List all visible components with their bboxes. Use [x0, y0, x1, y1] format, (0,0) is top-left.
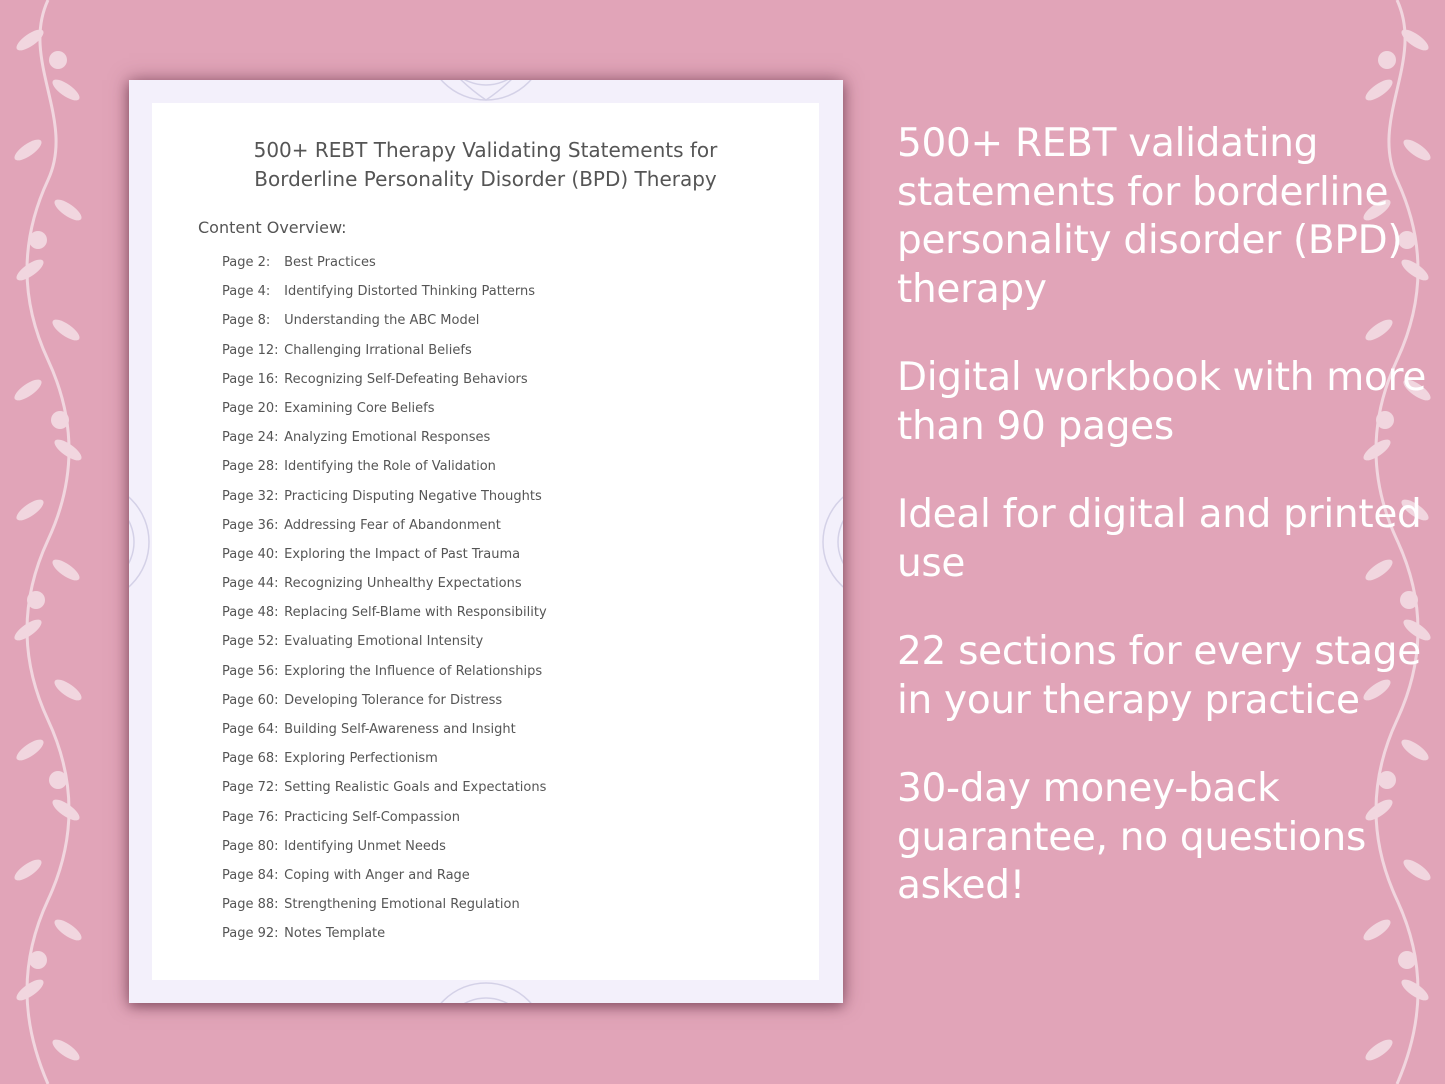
mandala-ornament-bottom — [384, 977, 589, 1003]
toc-item — [222, 401, 547, 430]
toc-item — [222, 372, 547, 401]
toc-page-number: Page 44: — [222, 576, 279, 592]
toc-item — [222, 868, 547, 897]
toc-item — [222, 839, 547, 868]
toc-section-title: Understanding the ABC Model — [284, 313, 480, 329]
toc-item — [222, 634, 547, 663]
toc-section-title: Recognizing Unhealthy Expectations — [284, 576, 522, 592]
toc-section-title: Exploring the Influence of Relationships — [284, 663, 543, 679]
toc-page-number: Page 20: — [222, 400, 279, 416]
toc-page-number: Page 24: — [222, 430, 279, 446]
toc-page-number: Page 68: — [222, 751, 279, 767]
toc-page-number: Page 12: — [222, 342, 279, 358]
toc-page-number: Page 8: — [222, 313, 271, 329]
toc-section-title: Coping with Anger and Rage — [284, 867, 470, 883]
toc-page-number: Page 92: — [222, 926, 279, 942]
toc-item — [222, 343, 547, 372]
toc-item — [222, 547, 547, 576]
toc-section-title: Practicing Self-Compassion — [284, 809, 460, 825]
toc-section-title: Strengthening Emotional Regulation — [284, 897, 520, 913]
toc-page-number: Page 84: — [222, 867, 279, 883]
toc-section-title: Practicing Disputing Negative Thoughts — [284, 488, 542, 504]
toc-page-number: Page 80: — [222, 838, 279, 854]
toc-page-number: Page 56: — [222, 663, 279, 679]
toc-page-number: Page 72: — [222, 780, 279, 796]
feature-item: 500+ REBT validating statements for borderline personality disorder (BPD) therapy — [897, 121, 1403, 312]
feature-item: 30-day money-back guarantee, no questions asked! — [897, 766, 1366, 908]
floral-vine-left — [0, 0, 96, 1084]
toc-item — [222, 810, 547, 839]
document-title — [152, 136, 819, 194]
toc-page-number: Page 36: — [222, 517, 279, 533]
toc-section-title: Evaluating Emotional Intensity — [284, 634, 484, 650]
feature-item: Ideal for digital and printed use — [897, 492, 1422, 586]
feature-list — [897, 120, 1427, 951]
toc-item — [222, 780, 547, 809]
feature-item: Digital workbook with more than 90 pages — [897, 355, 1427, 449]
toc-item — [222, 518, 547, 547]
toc-section-title: Developing Tolerance for Distress — [284, 692, 503, 708]
feature-item: 22 sections for every stage in your therapy practice — [897, 629, 1421, 723]
document-title-line-1: 500+ REBT Therapy Validating Statements for — [253, 138, 718, 162]
toc-item — [222, 284, 547, 313]
toc-page-number: Page 48: — [222, 605, 279, 621]
page-content — [152, 103, 819, 980]
toc-item — [222, 897, 547, 926]
toc-section-title: Setting Realistic Goals and Expectations — [284, 780, 547, 796]
document-title-line-2: Borderline Personality Disorder (BPD) Therapy — [254, 167, 717, 191]
toc-section-title: Analyzing Emotional Responses — [284, 430, 491, 446]
toc-item — [222, 576, 547, 605]
toc-page-number: Page 40: — [222, 546, 279, 562]
toc-item — [222, 255, 547, 284]
toc-page-number: Page 52: — [222, 634, 279, 650]
toc-section-title: Identifying Distorted Thinking Patterns — [284, 284, 536, 300]
content-overview-label: Content Overview: — [198, 218, 347, 237]
toc-item — [222, 693, 547, 722]
toc-section-title: Best Practices — [284, 255, 376, 270]
toc-item — [222, 459, 547, 488]
toc-item — [222, 489, 547, 518]
toc-item — [222, 926, 547, 955]
toc-item — [222, 605, 547, 634]
toc-section-title: Exploring Perfectionism — [284, 751, 438, 767]
toc-page-number: Page 28: — [222, 459, 279, 475]
toc-section-title: Recognizing Self-Defeating Behaviors — [284, 371, 528, 387]
toc-item — [222, 313, 547, 342]
workbook-page-preview — [129, 80, 843, 1003]
toc-page-number: Page 4: — [222, 284, 271, 300]
toc-item — [222, 751, 547, 780]
toc-section-title: Building Self-Awareness and Insight — [284, 722, 516, 737]
toc-page-number: Page 32: — [222, 488, 279, 504]
toc-section-title: Replacing Self-Blame with Responsibility — [284, 605, 547, 621]
toc-page-number: Page 16: — [222, 371, 279, 387]
toc-item — [222, 664, 547, 693]
toc-section-title: Addressing Fear of Abandonment — [284, 517, 501, 533]
toc-page-number: Page 64: — [222, 722, 279, 737]
toc-section-title: Identifying the Role of Validation — [284, 459, 496, 475]
toc-page-number: Page 60: — [222, 692, 279, 708]
toc-section-title: Challenging Irrational Beliefs — [284, 342, 472, 358]
toc-item — [222, 722, 547, 751]
toc-page-number: Page 88: — [222, 897, 279, 913]
mandala-ornament-right — [817, 455, 843, 630]
toc-page-number: Page 2: — [222, 255, 271, 270]
toc-section-title: Identifying Unmet Needs — [284, 838, 446, 854]
table-of-contents — [222, 255, 547, 956]
toc-section-title: Notes Template — [284, 926, 386, 942]
toc-section-title: Examining Core Beliefs — [284, 400, 435, 416]
toc-item — [222, 430, 547, 459]
toc-section-title: Exploring the Impact of Past Trauma — [284, 546, 521, 562]
toc-page-number: Page 76: — [222, 809, 279, 825]
